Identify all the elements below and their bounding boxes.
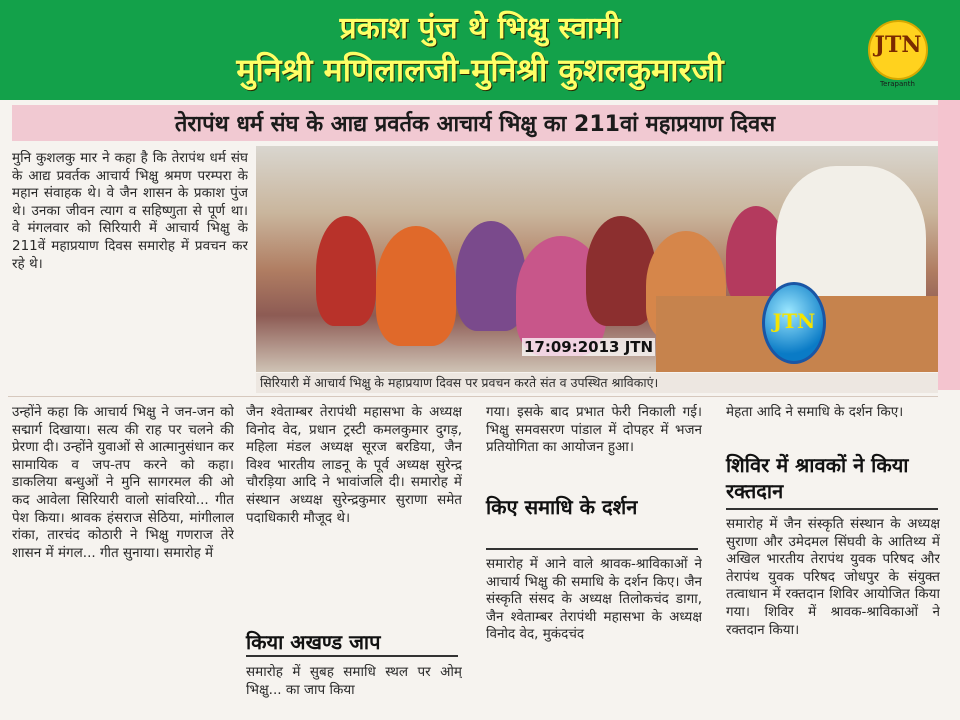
jtn-badge: [762, 282, 826, 364]
article-intro: मुनि कुशलकु मार ने कहा है कि तेरापंथ धर्म संघ के आद्य प्रवर्तक आचार्य भिक्षु श्रमण परम्परा के महान संवाहक थे। वे जैन शासन के प्रकाश पुंज थे। उनका जीवन त्याग व सहिष्णुता से पूर्ण था। वे मंगलवार को सिरियारी में आचार्य भिक्षु के 211वें महाप्रयाण दिवस समारोह में प्रवचन कर रहे थे।: [12, 150, 248, 272]
column-4-text-top: मेहता आदि ने समाधि के दर्शन किए।: [726, 404, 904, 420]
photo-caption: सिरियारी में आचार्य भिक्षु के महाप्रयाण दिवस पर प्रवचन करते संत व उपस्थित श्राविकाएं।: [256, 373, 938, 393]
column-2-text: जैन श्वेताम्बर तेरापंथी महासभा के अध्यक्ष विनोद वेद, प्रधान ट्रस्टी कमलकुमार दुगड़, महिला मंडल अध्यक्ष सूरज बरडिया, जैन विश्व भारतीय लाडनू के पूर्व अध्यक्ष सुरेन्द्र चौरड़िया आदि ने भावांजलि दी। समारोह में संस्थान अध्यक्ष सुरेन्द्रकुमार सुराणा समेत पदाधिकारी मौजूद थे।: [246, 404, 462, 526]
column-3-subhead: किए समाधि के दर्शन: [486, 495, 638, 519]
column-2-text-after: समारोह में सुबह समाधि स्थल पर ओम् भिक्षु... का जाप किया: [246, 664, 462, 698]
subhead-rule: [726, 508, 938, 510]
banner-title-line2: मुनिश्री मणिलालजी-मुनिश्री कुशलकुमारजी: [236, 51, 724, 89]
column-3-text-top: गया। इसके बाद प्रभात फेरी निकाली गई। भिक्षु समवसरण पांडाल में दोपहर में भजन प्रतियोगिता का आयोजन हुआ।: [486, 404, 702, 456]
column-2-subhead: किया अखण्ड जाप: [246, 630, 381, 654]
column-4-subhead: शिविर में श्रावकों ने किया रक्तदान: [726, 453, 909, 503]
subhead-rule: [246, 655, 458, 657]
jtn-logo: [868, 20, 928, 80]
logo-letters: JTN: [874, 32, 922, 58]
column-3-text: समारोह में आने वाले श्रावक-श्राविकाओं ने आचार्य भिक्षु की समाधि के दर्शन किए। जैन संस्कृति संसद के अध्यक्ष तिलोकचंद डागा, जैन श्वेताम्बर तेरापंथी महासभा के अध्यक्ष विनोद वेद, मुकंदचंद: [486, 556, 702, 643]
article-headline: तेरापंथ धर्म संघ के आद्य प्रवर्तक आचार्य भिक्षु का 211वां महाप्रयाण दिवस: [174, 112, 776, 137]
column-4-text: समारोह में जैन संस्कृति संस्थान के अध्यक्ष सुराणा और उमेदमल सिंघवी के आतिथ्य में अखिल भारतीय तेरापंथ युवक परिषद और तेरापंथ युवक परिषद जोधपुर के संयुक्त तत्वाधान में रक्तदान शिविर आयोजित किया गया। शिविर में श्रावक-श्राविकाओं ने रक्तदान किया।: [726, 516, 940, 638]
clipping-edge: [938, 100, 960, 390]
column-1-text: उन्होंने कहा कि आचार्य भिक्षु ने जन-जन को सद्मार्ग दिखाया। सत्य की राह पर चलने की प्रेरणा दी। उन्होंने युवाओं से आत्मानुसंधान कर सामायिक व जप-तप करने को कहा। डाकलिया बन्धुओं ने मुनि सागरमल की ओ कद आवेला सिरियारी वालो सांवरियो... गीत पेश किया। श्रावक हंसराज सेठिया, मांगीलाल रांका, तारचंद कोठारी ने भिक्षु गणराज तेरे शासन में मंगल... गीत सुनाया। समारोह में: [12, 404, 234, 561]
divider: [8, 396, 938, 397]
banner-title-line1: प्रकाश पुंज थे भिक्षु स्वामी: [339, 11, 621, 46]
jtn-badge-letters: JTN: [772, 309, 816, 333]
photo-timestamp: 17:09:2013 JTN: [524, 338, 654, 356]
logo-subtitle: Terapanth: [880, 80, 915, 88]
subhead-rule: [486, 548, 698, 550]
